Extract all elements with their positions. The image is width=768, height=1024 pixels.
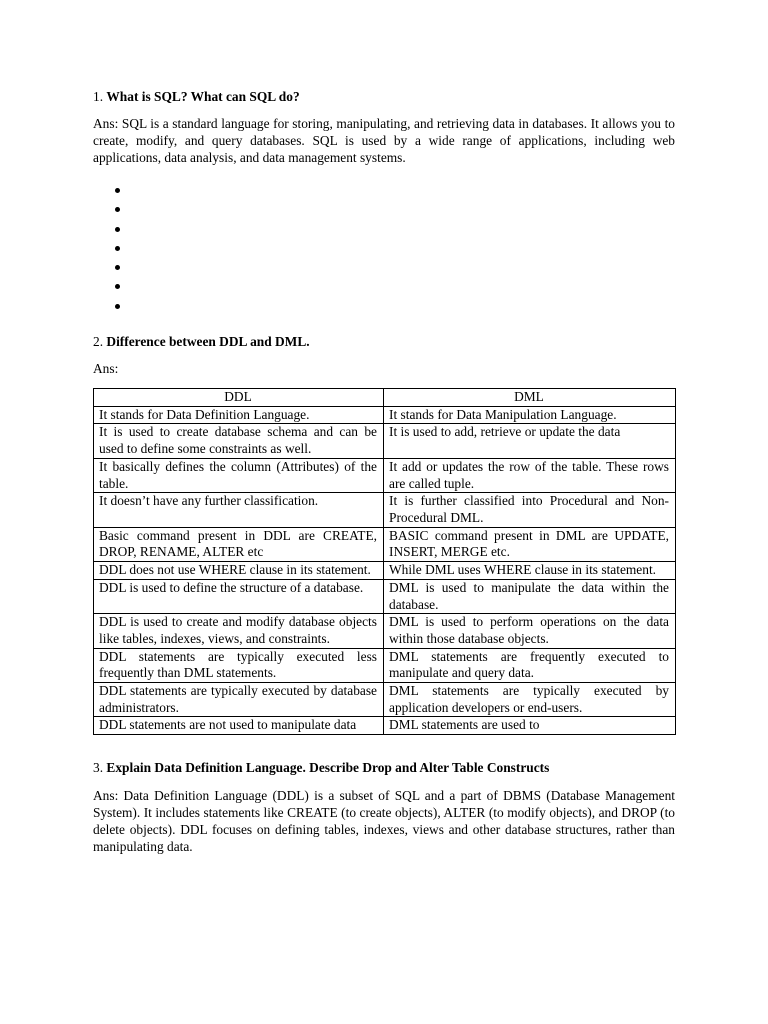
bullet-dot-icon: [115, 246, 120, 251]
bullet-dot-icon: [115, 265, 120, 270]
bullet-dot-icon: [115, 188, 120, 193]
bullet-item: [93, 182, 675, 201]
table-cell-dml: DML is used to perform operations on the data within those database objects.: [384, 614, 676, 648]
table-cell-dml: It is used to add, retrieve or update the data: [384, 424, 676, 458]
table-cell-ddl: DDL does not use WHERE clause in its statement.: [94, 562, 384, 580]
question-3-number: 3.: [93, 760, 104, 776]
bullet-item: [93, 221, 675, 240]
question-1-number: 1.: [93, 89, 104, 104]
table-cell-ddl: DDL statements are typically executed less frequently than DML statements.: [94, 648, 384, 682]
table-cell-ddl: DDL statements are not used to manipulate data: [94, 717, 384, 735]
table-cell-ddl: DDL is used to create and modify database objects like tables, indexes, views, and constraints.: [94, 614, 384, 648]
bullet-dot-icon: [115, 304, 120, 309]
table-row: [94, 406, 676, 424]
table-cell-ddl: It basically defines the column (Attributes) of the table.: [94, 458, 384, 492]
document-content: [93, 88, 675, 855]
table-cell-ddl: DDL statements are typically executed by database administrators.: [94, 683, 384, 717]
ddl-dml-comparison-table: [93, 388, 676, 735]
bullet-item: [93, 259, 675, 278]
table-cell-dml: DML statements are frequently executed to manipulate and query data.: [384, 648, 676, 682]
table-header-row: [94, 389, 676, 407]
bullet-dot-icon: [115, 227, 120, 232]
table-body: [94, 406, 676, 734]
table-row: [94, 648, 676, 682]
bullet-dot-icon: [115, 284, 120, 289]
question-1-title: What is SQL? What can SQL do?: [106, 89, 300, 104]
table-row: [94, 527, 676, 561]
table-cell-dml: BASIC command present in DML are UPDATE, INSERT, MERGE etc.: [384, 527, 676, 561]
question-3-answer: Ans: Data Definition Language (DDL) is a subset of SQL and a part of DBMS (Database Management System). It includes statements like CREATE (to create objects), ALTER (to modify objects), and DROP (to delete objects). DDL focuses on defining tables, indexes, views and other database structures, rather than manipulating data.: [93, 788, 675, 855]
table-row: [94, 458, 676, 492]
bullet-item: [93, 201, 675, 220]
table-header-dml: DML: [384, 389, 676, 407]
question-3-title: Explain Data Definition Language. Describe Drop and Alter Table Constructs: [106, 760, 550, 776]
bullet-dot-icon: [115, 207, 120, 212]
table-cell-dml: DML is used to manipulate the data within the database.: [384, 579, 676, 613]
bullet-item: [93, 240, 675, 259]
table-row: [94, 717, 676, 735]
table-row: [94, 493, 676, 527]
table-row: [94, 683, 676, 717]
question-2-title: Difference between DDL and DML.: [106, 334, 310, 350]
table-cell-dml: It is further classified into Procedural and Non-Procedural DML.: [384, 493, 676, 527]
table-cell-ddl: It stands for Data Definition Language.: [94, 406, 384, 424]
bullet-item: [93, 298, 675, 317]
table-cell-dml: DML statements are used to: [384, 717, 676, 735]
table-cell-dml: It stands for Data Manipulation Language.: [384, 406, 676, 424]
question-2-answer-label: Ans:: [93, 361, 119, 377]
table-row: [94, 562, 676, 580]
question-2-heading: [93, 333, 675, 350]
table-cell-dml: While DML uses WHERE clause in its statement.: [384, 562, 676, 580]
table-cell-ddl: DDL is used to define the structure of a database.: [94, 579, 384, 613]
table-row: [94, 424, 676, 458]
table-cell-dml: DML statements are typically executed by application developers or end-users.: [384, 683, 676, 717]
question-3-heading: [93, 759, 675, 776]
question-1-heading: [93, 88, 675, 105]
empty-bullet-list: [93, 182, 675, 317]
table-cell-dml: It add or updates the row of the table. These rows are called tuple.: [384, 458, 676, 492]
bullet-item: [93, 278, 675, 297]
table-row: [94, 614, 676, 648]
table-cell-ddl: It doesn’t have any further classification.: [94, 493, 384, 527]
table-cell-ddl: Basic command present in DDL are CREATE, DROP, RENAME, ALTER etc: [94, 527, 384, 561]
table-cell-ddl: It is used to create database schema and can be used to define some constraints as well.: [94, 424, 384, 458]
table-header-ddl: DDL: [94, 389, 384, 407]
question-1-answer: Ans: SQL is a standard language for storing, manipulating, and retrieving data in databases. It allows you to create, modify, and query databases. SQL is used by a wide range of applications, including web applications, data analysis, and data management systems.: [93, 116, 675, 165]
table-row: [94, 579, 676, 613]
question-2-number: 2.: [93, 334, 104, 350]
